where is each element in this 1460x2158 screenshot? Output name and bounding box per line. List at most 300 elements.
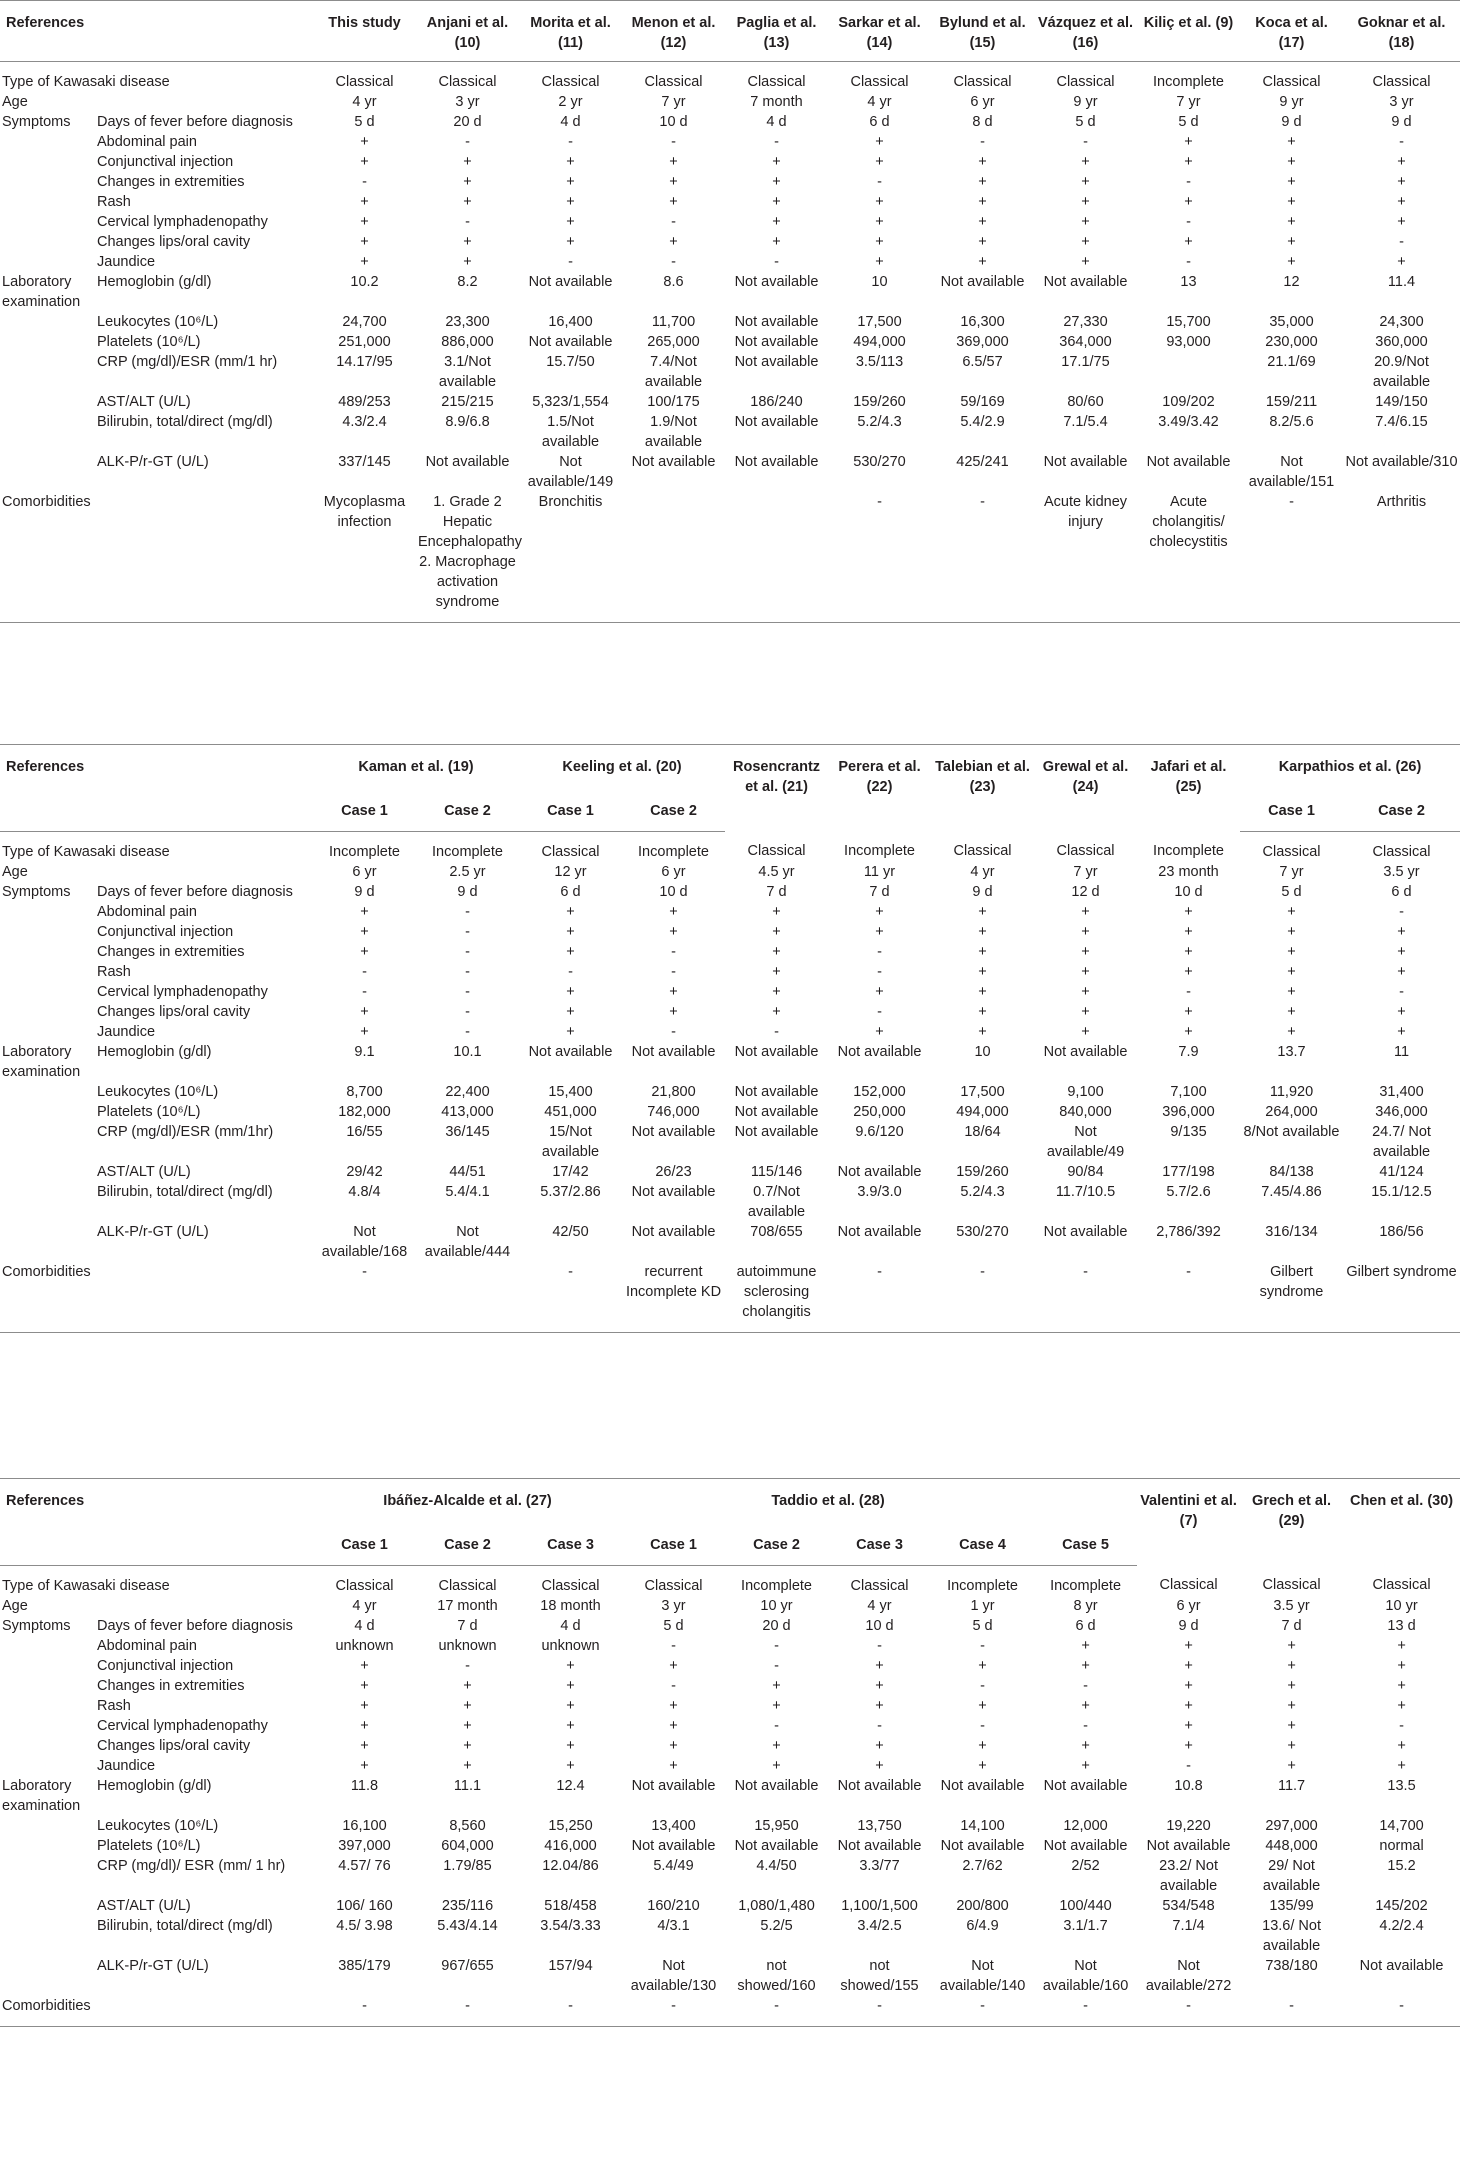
- cell-value: 11,920: [1269, 1083, 1314, 1100]
- case-header: Case 5: [1034, 1525, 1137, 1566]
- cell-value: +: [978, 1657, 987, 1674]
- cell-value: +: [669, 1737, 678, 1754]
- cell-value: +: [1081, 923, 1090, 940]
- row-label: Bilirubin, total/direct (mg/dl): [97, 1183, 273, 1200]
- cell-value: 17,500: [857, 314, 902, 330]
- cell-value: 5.43/4.14: [437, 1917, 498, 1934]
- cell-value: 4 yr: [867, 1597, 892, 1614]
- reference-group-header: Talebian et al. (23): [931, 745, 1034, 832]
- cell-value: 1,100/1,500: [841, 1897, 918, 1914]
- cell-value: -: [416, 1996, 519, 2027]
- row-platelets: [0, 332, 1460, 352]
- case-header: Case 3: [519, 1525, 622, 1566]
- cell-value: 4 d: [354, 1617, 375, 1634]
- cell-value: 14,100: [960, 1817, 1005, 1834]
- cell-value: 297,000: [1265, 1817, 1318, 1834]
- cell-value: 7.1/4: [1172, 1917, 1205, 1934]
- cell-value: 11 yr: [863, 863, 896, 880]
- row-label: Conjunctival injection: [97, 923, 234, 940]
- reference-group-header: Keeling et al. (20): [519, 745, 725, 791]
- row-jaundice: [0, 1022, 1460, 1042]
- cell-value: 5.37/2.86: [540, 1183, 601, 1200]
- cell-value: 5 d: [1178, 114, 1199, 130]
- cell-value: 385/179: [338, 1957, 391, 1974]
- row-changes-in-extremities: [0, 942, 1460, 962]
- cell-value: +: [463, 1677, 472, 1694]
- cell-value: not showed/155: [840, 1957, 919, 1994]
- cell-value: -: [519, 1996, 622, 2027]
- row-category: [0, 1222, 95, 1262]
- row-category: [0, 1122, 95, 1162]
- row-label: Days of fever before diagnosis: [97, 883, 293, 900]
- cell-value: 152,000: [853, 1083, 906, 1100]
- cell-value: Acute cholangitis/ cholecystitis: [1137, 492, 1240, 623]
- cell-value: -: [1399, 134, 1404, 150]
- row-jaundice: [0, 1756, 1460, 1776]
- row-label: Platelets (10⁶/L): [97, 1103, 201, 1120]
- cell-value: 12 d: [1071, 883, 1100, 900]
- cell-value: +: [1081, 903, 1090, 920]
- cell-value: +: [1184, 134, 1193, 150]
- row-category: [0, 1182, 95, 1222]
- row-category: [0, 1656, 95, 1676]
- cell-value: Classical: [1262, 843, 1321, 860]
- cell-value: Not available: [631, 1123, 716, 1140]
- cell-value: +: [772, 1697, 781, 1714]
- cell-value: +: [669, 1717, 678, 1734]
- reference-group-header: Chen et al. (30): [1343, 1479, 1460, 1566]
- row-category: Comorbidities: [0, 1262, 313, 1333]
- row-label: Platelets (10⁶/L): [97, 334, 201, 350]
- cell-value: +: [566, 1757, 575, 1774]
- cell-value: +: [1287, 194, 1296, 210]
- cell-value: 235/116: [441, 1897, 494, 1914]
- reference-group-header: Grech et al. (29): [1240, 1479, 1343, 1566]
- cell-value: Classical: [541, 1577, 600, 1594]
- cell-value: Not available: [837, 1837, 922, 1854]
- cell-value: 16,400: [548, 314, 593, 330]
- cell-value: 11.7: [1277, 1777, 1306, 1794]
- cell-value: Classical: [953, 843, 1012, 859]
- cell-value: Classical: [1262, 74, 1321, 90]
- cell-value: 2 yr: [558, 94, 583, 110]
- cell-value: 13,400: [651, 1817, 696, 1834]
- reference-header: Kiliç et al. (9): [1137, 1, 1240, 62]
- cell-value: +: [669, 154, 678, 170]
- row-type: [0, 831, 1460, 862]
- cell-value: -: [465, 1023, 470, 1040]
- cell-value: 93,000: [1166, 334, 1211, 350]
- cell-value: 14,700: [1379, 1817, 1424, 1834]
- cell-value: Not available/130: [630, 1957, 717, 1994]
- reference-group-header: Valentini et al. (7): [1137, 1479, 1240, 1566]
- cell-value: +: [669, 903, 678, 920]
- cell-value: 250,000: [853, 1103, 906, 1120]
- cell-value: Not available: [734, 314, 819, 330]
- cell-value: Not available/49: [1046, 1123, 1125, 1160]
- cell-value: -: [671, 1637, 676, 1654]
- cell-value: +: [1397, 1737, 1406, 1754]
- cell-value: +: [1081, 983, 1090, 1000]
- cell-value: +: [1287, 943, 1296, 960]
- row-label: Leukocytes (10⁶/L): [97, 1083, 219, 1100]
- cell-value: +: [978, 1003, 987, 1020]
- cell-value: +: [360, 254, 369, 270]
- cell-value: -: [877, 943, 882, 960]
- cell-value: 3 yr: [455, 94, 480, 110]
- blank-header: [0, 791, 313, 832]
- cell-value: 23 month: [1158, 863, 1219, 880]
- reference-header: Morita et al. (11): [519, 1, 622, 62]
- cell-value: +: [978, 983, 987, 1000]
- cell-value: +: [1081, 194, 1090, 210]
- cell-value: 5 d: [972, 1617, 993, 1634]
- row-category: [0, 412, 95, 452]
- cell-value: +: [1397, 1637, 1406, 1654]
- cell-value: 3.3/77: [859, 1857, 900, 1874]
- cell-value: 20 d: [762, 1617, 791, 1634]
- row-label: Cervical lymphadenopathy: [97, 983, 268, 1000]
- row-category: [0, 1756, 95, 1776]
- cell-value: +: [669, 234, 678, 250]
- cell-value: +: [1287, 214, 1296, 230]
- cell-value: -: [1343, 1996, 1460, 2027]
- cell-value: +: [566, 194, 575, 210]
- cell-value: [416, 1262, 519, 1333]
- cell-value: Not available: [631, 1837, 716, 1854]
- cell-value: -: [465, 214, 470, 230]
- row-category: [0, 192, 95, 212]
- row-category: [0, 1676, 95, 1696]
- cell-value: +: [1397, 194, 1406, 210]
- row-label: Abdominal pain: [97, 134, 197, 150]
- cell-value: +: [669, 174, 678, 190]
- row-label: Jaundice: [97, 1757, 156, 1774]
- cell-value: [725, 492, 828, 623]
- cell-value: -: [313, 1262, 416, 1333]
- cell-value: +: [1184, 903, 1193, 920]
- row-leukocytes: [0, 312, 1460, 332]
- cell-value: 9 d: [1281, 114, 1302, 130]
- cell-value: 6 yr: [661, 863, 686, 880]
- cell-value: 149/150: [1375, 394, 1428, 410]
- header-row: [0, 745, 1460, 791]
- row-category: [0, 1102, 95, 1122]
- cell-value: 6 yr: [1176, 1597, 1201, 1614]
- cell-value: recurrent Incomplete KD: [622, 1262, 725, 1333]
- cell-value: Not available: [734, 1083, 819, 1100]
- cell-value: +: [875, 194, 884, 210]
- cell-value: +: [1081, 1737, 1090, 1754]
- header-row: [0, 1479, 1460, 1525]
- cell-value: -: [931, 492, 1034, 623]
- case-header: Case 1: [519, 791, 622, 832]
- cell-value: +: [566, 1023, 575, 1040]
- cell-value: +: [1184, 1717, 1193, 1734]
- cell-value: -: [980, 1637, 985, 1654]
- cell-value: +: [1184, 1737, 1193, 1754]
- cell-value: 4 d: [560, 1617, 581, 1634]
- cell-value: 2/52: [1071, 1857, 1100, 1874]
- cell-value: Classical: [335, 1577, 394, 1594]
- cell-value: 11.4: [1387, 274, 1416, 290]
- cell-value: Not available: [734, 1123, 819, 1140]
- row-abdominal-pain: [0, 902, 1460, 922]
- cell-value: 5.2/4.3: [857, 414, 902, 430]
- cell-value: 8.2/5.6: [1269, 414, 1314, 430]
- cell-value: +: [1287, 923, 1296, 940]
- cell-value: 159/260: [956, 1163, 1009, 1180]
- reference-header: This study: [313, 1, 416, 62]
- cell-value: 9 yr: [1279, 94, 1304, 110]
- cell-value: -: [774, 1717, 779, 1734]
- cell-value: Not available: [1359, 1957, 1444, 1974]
- cell-value: 15.2: [1387, 1857, 1416, 1874]
- cell-value: 448,000: [1265, 1837, 1318, 1854]
- row-bilirubin: [0, 1182, 1460, 1222]
- cell-value: 360,000: [1375, 334, 1428, 350]
- cell-value: Not available: [734, 354, 819, 370]
- cell-value: +: [463, 194, 472, 210]
- cell-value: 5 d: [663, 1617, 684, 1634]
- cell-value: 7,100: [1170, 1083, 1207, 1100]
- row-category: [0, 132, 95, 152]
- row-category: Laboratory examination: [2, 274, 81, 310]
- cell-value: Not available/140: [939, 1957, 1026, 1994]
- cell-value: -: [1137, 1996, 1240, 2027]
- cell-value: -: [1083, 1717, 1088, 1734]
- cell-value: unknown: [335, 1637, 394, 1654]
- cell-value: 13,750: [857, 1817, 902, 1834]
- cell-value: +: [1287, 1697, 1296, 1714]
- row-label: Hemoglobin (g/dl): [97, 1043, 212, 1060]
- cell-value: +: [1081, 963, 1090, 980]
- cell-value: +: [1397, 1697, 1406, 1714]
- cell-value: +: [1081, 1023, 1090, 1040]
- row-category: [0, 172, 95, 192]
- cell-value: 10.2: [350, 274, 379, 290]
- row-label: Rash: [97, 963, 131, 980]
- cell-value: 16/55: [346, 1123, 383, 1140]
- cell-value: Not available: [837, 1777, 922, 1794]
- cell-value: -: [465, 134, 470, 150]
- cell-value: -: [931, 1996, 1034, 2027]
- cell-value: 2.5 yr: [449, 863, 486, 880]
- cell-value: 59/169: [960, 394, 1005, 410]
- cell-value: 494,000: [853, 334, 906, 350]
- cell-value: 6.5/57: [962, 354, 1003, 370]
- row-label: Conjunctival injection: [97, 154, 234, 170]
- cell-value: Not available: [1146, 1837, 1231, 1854]
- case-header: Case 2: [622, 791, 725, 832]
- row-label: Bilirubin, total/direct (mg/dl): [97, 414, 273, 430]
- cell-value: -: [828, 492, 931, 623]
- cell-value: 4.3/2.4: [342, 414, 387, 430]
- cell-value: +: [1184, 194, 1193, 210]
- row-days-fever: [0, 112, 1460, 132]
- cell-value: Incomplete: [1050, 1577, 1122, 1594]
- row-platelets: [0, 1102, 1460, 1122]
- cell-value: Incomplete: [844, 843, 915, 859]
- cell-value: +: [1287, 234, 1296, 250]
- blank-header: [0, 1525, 313, 1566]
- cell-value: +: [1287, 1717, 1296, 1734]
- cell-value: Not available: [940, 1777, 1025, 1794]
- cell-value: +: [1081, 1697, 1090, 1714]
- cell-value: +: [875, 923, 884, 940]
- cell-value: +: [669, 923, 678, 940]
- cell-value: 10 d: [659, 114, 688, 130]
- cell-value: 4.8/4: [348, 1183, 381, 1200]
- cell-value: +: [1287, 903, 1296, 920]
- cell-value: +: [1081, 1637, 1090, 1654]
- cell-value: +: [1287, 963, 1296, 980]
- cell-value: 3 yr: [1389, 94, 1414, 110]
- cell-value: +: [360, 214, 369, 230]
- row-comorbidities: [0, 492, 1460, 623]
- cell-value: +: [772, 214, 781, 230]
- row-label: Platelets (10⁶/L): [97, 1837, 201, 1854]
- cell-value: -: [362, 963, 367, 980]
- cell-value: +: [566, 923, 575, 940]
- row-label: Conjunctival injection: [97, 1657, 234, 1674]
- cell-value: +: [875, 154, 884, 170]
- cell-value: +: [360, 923, 369, 940]
- cell-value: 9 d: [457, 883, 478, 900]
- cell-value: 11.8: [350, 1777, 379, 1794]
- cell-value: Not available/160: [1042, 1957, 1129, 1994]
- cell-value: -: [828, 1262, 931, 1333]
- cell-value: +: [463, 254, 472, 270]
- cell-value: 17,500: [960, 1083, 1005, 1100]
- cell-value: +: [1287, 983, 1296, 1000]
- cell-value: +: [669, 983, 678, 1000]
- cell-value: Not available: [631, 1223, 716, 1240]
- cell-value: autoimmune sclerosing cholangitis: [725, 1262, 828, 1333]
- cell-value: Bronchitis: [519, 492, 622, 623]
- cell-value: Gilbert syndrome: [1343, 1262, 1460, 1333]
- row-bilirubin: [0, 1916, 1460, 1956]
- cell-value: Classical: [644, 1577, 703, 1594]
- cell-value: 9 d: [1178, 1617, 1199, 1634]
- reference-group-header: Taddio et al. (28): [622, 1479, 1034, 1525]
- cell-value: 337/145: [338, 454, 391, 470]
- row-leukocytes: [0, 1816, 1460, 1836]
- cell-value: -: [1399, 983, 1404, 1000]
- cell-value: 12.4: [556, 1777, 585, 1794]
- cell-value: 3.5/113: [855, 354, 904, 370]
- cell-value: +: [875, 234, 884, 250]
- cell-value: 200/800: [956, 1897, 1009, 1914]
- cell-value: Classical: [850, 74, 909, 90]
- cell-value: +: [1397, 1757, 1406, 1774]
- cell-value: Not available: [734, 454, 819, 470]
- cell-value: +: [669, 194, 678, 210]
- cell-value: +: [1184, 1003, 1193, 1020]
- row-category: [0, 1816, 95, 1836]
- cell-value: Classical: [1056, 74, 1115, 90]
- row-label: Hemoglobin (g/dl): [97, 1777, 212, 1794]
- row-conjunctival-injection: [0, 922, 1460, 942]
- cell-value: +: [1081, 154, 1090, 170]
- cell-value: -: [1240, 1996, 1343, 2027]
- cell-value: +: [772, 1677, 781, 1694]
- cell-value: 18/64: [964, 1123, 1001, 1140]
- cell-value: +: [1081, 214, 1090, 230]
- row-category: [0, 982, 95, 1002]
- cell-value: -: [1083, 134, 1088, 150]
- case-header: Case 4: [931, 1525, 1034, 1566]
- cell-value: 8 d: [972, 114, 993, 130]
- cell-value: 5 d: [354, 114, 375, 130]
- cell-value: +: [772, 234, 781, 250]
- cell-value: 6 d: [560, 883, 581, 900]
- reference-header: Bylund et al. (15): [931, 1, 1034, 62]
- cell-value: +: [1184, 943, 1193, 960]
- cell-value: Incomplete: [638, 843, 709, 860]
- cell-value: +: [566, 154, 575, 170]
- row-days-fever: [0, 882, 1460, 902]
- cell-value: Not available: [1043, 1777, 1128, 1794]
- cell-value: +: [875, 1677, 884, 1694]
- cell-value: +: [772, 923, 781, 940]
- cell-value: +: [978, 1757, 987, 1774]
- cell-value: 264,000: [1265, 1103, 1318, 1120]
- row-changes-lips: [0, 1002, 1460, 1022]
- cell-value: 26/23: [655, 1163, 692, 1180]
- cell-value: Not available: [528, 334, 613, 350]
- cell-value: 4/3.1: [657, 1917, 690, 1934]
- cell-value: Incomplete: [1153, 74, 1224, 90]
- cell-value: 35,000: [1269, 314, 1314, 330]
- cell-value: +: [1287, 174, 1296, 190]
- cell-value: 451,000: [544, 1103, 597, 1120]
- cell-value: 36/145: [445, 1123, 490, 1140]
- cell-value: +: [772, 154, 781, 170]
- cell-value: -: [980, 1717, 985, 1734]
- row-hemoglobin: [0, 272, 1460, 312]
- row-label: Days of fever before diagnosis: [97, 114, 293, 130]
- cell-value: 13 d: [1387, 1617, 1416, 1634]
- cell-value: 10: [871, 274, 888, 290]
- cell-value: 489/253: [338, 394, 391, 410]
- cell-value: 840,000: [1059, 1103, 1112, 1120]
- cell-value: Gilbert syndrome: [1240, 1262, 1343, 1333]
- row-category: [0, 1896, 95, 1916]
- cell-value: Classical: [1056, 843, 1115, 859]
- cell-value: +: [360, 134, 369, 150]
- cell-value: 13.7: [1277, 1043, 1306, 1060]
- row-label: Changes lips/oral cavity: [97, 234, 251, 250]
- row-cervical-lymphadenopathy: [0, 212, 1460, 232]
- cell-value: 21.1/69: [1267, 354, 1316, 370]
- cell-value: 42/50: [552, 1223, 589, 1240]
- cell-value: Incomplete: [741, 1577, 812, 1594]
- case-header: Case 1: [1240, 791, 1343, 832]
- cell-value: -: [1034, 1996, 1137, 2027]
- cell-value: 21,800: [651, 1083, 696, 1100]
- cell-value: +: [875, 254, 884, 270]
- cell-value: 10 d: [659, 883, 688, 900]
- cell-value: Not available: [1043, 454, 1128, 470]
- cell-value: 3.1/1.7: [1063, 1917, 1108, 1934]
- cell-value: +: [875, 214, 884, 230]
- cell-value: 19,220: [1166, 1817, 1211, 1834]
- cell-value: 746,000: [647, 1103, 700, 1120]
- cell-value: Not available: [734, 1777, 819, 1794]
- cell-value: 15,950: [754, 1817, 799, 1834]
- cell-value: +: [875, 1657, 884, 1674]
